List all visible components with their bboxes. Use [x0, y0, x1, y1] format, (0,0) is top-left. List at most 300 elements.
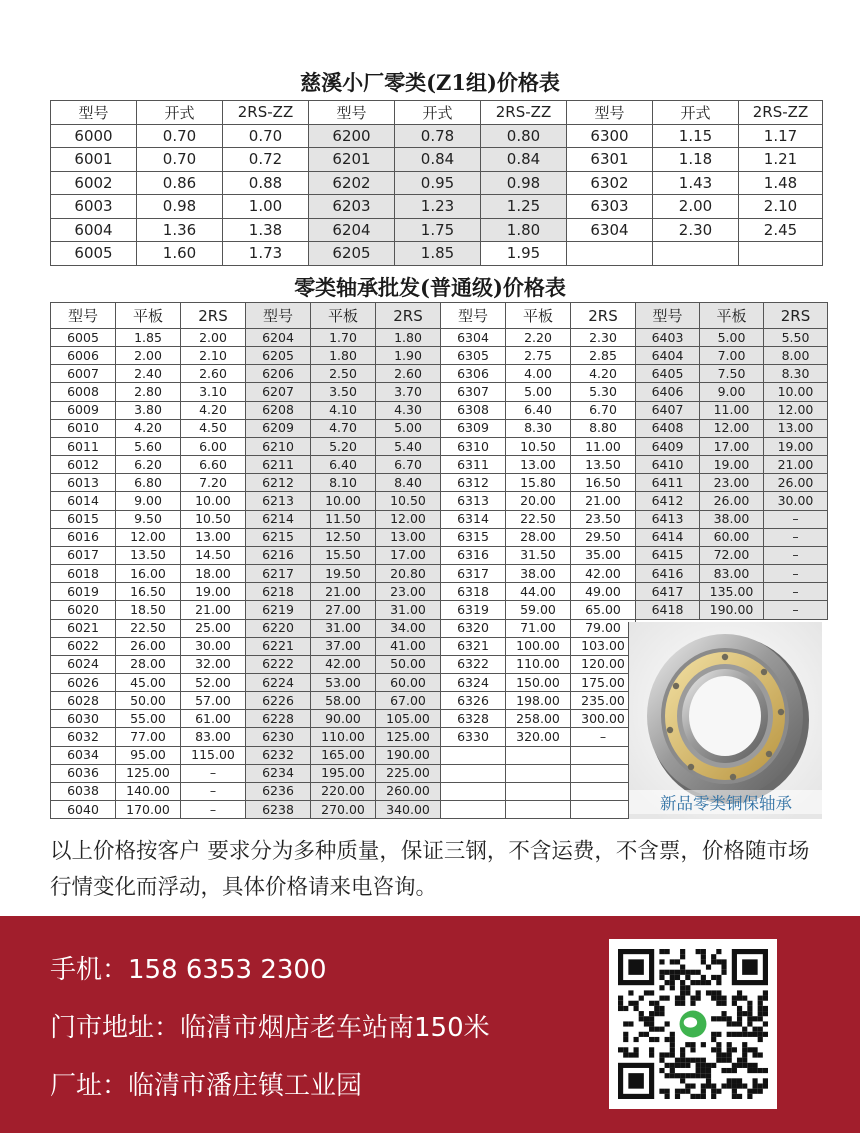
table-row — [51, 242, 823, 266]
table1-cell: 1.36 — [137, 218, 223, 242]
table2-cell: 18.00 — [181, 565, 246, 583]
table2-header-cell: 2RS — [571, 303, 636, 329]
table2-cell: 45.00 — [116, 673, 181, 691]
table2-cell — [441, 782, 506, 800]
table2-cell: 5.30 — [571, 383, 636, 401]
table2-cell: 6014 — [51, 492, 116, 510]
table2-cell: 5.00 — [376, 419, 441, 437]
table2-cell: 7.50 — [700, 365, 764, 383]
table2-cell: 6017 — [51, 546, 116, 564]
table2-cell: 6232 — [246, 746, 311, 764]
table2-cell: 2.75 — [506, 347, 571, 365]
table2-cell: 195.00 — [311, 764, 376, 782]
table2-cell: 6234 — [246, 764, 311, 782]
table2-cell: 77.00 — [116, 728, 181, 746]
table2-cell: 6.40 — [506, 401, 571, 419]
table2-cell: – — [764, 510, 828, 528]
table2-cell: 4.10 — [311, 401, 376, 419]
table2-cell: 67.00 — [376, 692, 441, 710]
table2-cell — [571, 782, 636, 800]
table2-cell: 20.00 — [506, 492, 571, 510]
table1-cell: 0.70 — [137, 124, 223, 148]
table2-cell: 30.00 — [181, 637, 246, 655]
table2-cell: 12.00 — [764, 401, 828, 419]
table2-cell: 19.00 — [700, 456, 764, 474]
table2-cell: 6010 — [51, 419, 116, 437]
table2-cell: 29.50 — [571, 528, 636, 546]
table2-cell: 72.00 — [700, 546, 764, 564]
table2-cell: 6204 — [246, 329, 311, 347]
table-row — [51, 195, 823, 219]
table2-cell: 6319 — [441, 601, 506, 619]
table1-title: 慈溪小厂零类(Z1组)价格表 — [300, 70, 560, 95]
table2-cell: 6.00 — [181, 437, 246, 455]
table2-cell: – — [764, 546, 828, 564]
table2-cell: 6213 — [246, 492, 311, 510]
table1-header-cell: 2RS-ZZ — [481, 101, 567, 125]
table2-cell: 6412 — [636, 492, 700, 510]
table2-cell: 6209 — [246, 419, 311, 437]
table-row — [51, 148, 823, 172]
table2-cell: 19.00 — [181, 583, 246, 601]
table2-header-cell: 平板 — [506, 303, 571, 329]
table2-cell: – — [764, 583, 828, 601]
table2-cell: 83.00 — [181, 728, 246, 746]
table2-cell: 5.60 — [116, 437, 181, 455]
table2-header-cell: 型号 — [51, 303, 116, 329]
table2-cell: 6308 — [441, 401, 506, 419]
table2-cell: 21.00 — [181, 601, 246, 619]
table2-cell: 6312 — [441, 474, 506, 492]
table2-cell: 9.50 — [116, 510, 181, 528]
table2-cell: 21.00 — [571, 492, 636, 510]
table2-header-cell: 平板 — [311, 303, 376, 329]
table2-header-cell: 2RS — [764, 303, 828, 329]
table2-cell: 6304 — [441, 329, 506, 347]
table2-cell: 6217 — [246, 565, 311, 583]
table1-cell: 6301 — [567, 148, 653, 172]
table2-cell: 21.00 — [311, 583, 376, 601]
table2-cell: 105.00 — [376, 710, 441, 728]
table2-cell: 6416 — [636, 565, 700, 583]
table2-cell: 6309 — [441, 419, 506, 437]
table1-cell: 6304 — [567, 218, 653, 242]
table2-cell: 6321 — [441, 637, 506, 655]
table2-cell: 6208 — [246, 401, 311, 419]
table2-cell: 150.00 — [506, 673, 571, 691]
table2-cell: 340.00 — [376, 801, 441, 819]
table2-cell: 6016 — [51, 528, 116, 546]
table1-cell: 0.84 — [481, 148, 567, 172]
table1-cell: 1.18 — [653, 148, 739, 172]
table1-cell: 1.15 — [653, 124, 739, 148]
table2-cell — [571, 801, 636, 819]
table2-cell: 95.00 — [116, 746, 181, 764]
table2-cell — [441, 746, 506, 764]
phone-number: 手机：158 6353 2300 — [50, 955, 327, 985]
table2-cell: 270.00 — [311, 801, 376, 819]
table2-cell: 6417 — [636, 583, 700, 601]
table2-cell: 15.50 — [311, 546, 376, 564]
table2-cell: 28.00 — [116, 655, 181, 673]
table2-cell: 12.00 — [376, 510, 441, 528]
table2-cell: 71.00 — [506, 619, 571, 637]
table-row — [51, 601, 828, 619]
table2-cell: 140.00 — [116, 782, 181, 800]
table2-cell: 6328 — [441, 710, 506, 728]
table2-cell: 38.00 — [506, 565, 571, 583]
table2-cell: 6228 — [246, 710, 311, 728]
table2-cell: 27.00 — [311, 601, 376, 619]
table2-cell: 6015 — [51, 510, 116, 528]
table2-cell: 6038 — [51, 782, 116, 800]
table2-cell: 6404 — [636, 347, 700, 365]
table2-cell: 41.00 — [376, 637, 441, 655]
table2-cell: 6306 — [441, 365, 506, 383]
table1-header-cell: 型号 — [309, 101, 395, 125]
table2-cell: 2.60 — [181, 365, 246, 383]
table2-header-cell: 平板 — [700, 303, 764, 329]
table2-cell: 6220 — [246, 619, 311, 637]
table2-cell: 10.50 — [376, 492, 441, 510]
table2-cell: 16.50 — [116, 583, 181, 601]
table2-cell: 13.50 — [571, 456, 636, 474]
table2-cell: 135.00 — [700, 583, 764, 601]
table2-cell: 14.50 — [181, 546, 246, 564]
table2-cell: 6409 — [636, 437, 700, 455]
table2-cell: 20.80 — [376, 565, 441, 583]
table1-header-cell: 2RS-ZZ — [739, 101, 823, 125]
table2-cell: 26.00 — [116, 637, 181, 655]
table2-cell: 6215 — [246, 528, 311, 546]
table2-cell: 7.20 — [181, 474, 246, 492]
table2-cell: 16.50 — [571, 474, 636, 492]
table2-cell: 2.40 — [116, 365, 181, 383]
table2-cell: 21.00 — [764, 456, 828, 474]
table2-cell: 3.70 — [376, 383, 441, 401]
table2-title: 零类轴承批发(普通级)价格表 — [294, 275, 566, 300]
table2-cell: 6013 — [51, 474, 116, 492]
table2-cell: 6415 — [636, 546, 700, 564]
table2-header-cell: 2RS — [376, 303, 441, 329]
table2-cell: 6316 — [441, 546, 506, 564]
table2-cell: 5.50 — [764, 329, 828, 347]
table2-cell: – — [181, 782, 246, 800]
table1-cell: 6004 — [51, 218, 137, 242]
table2-cell: 13.50 — [116, 546, 181, 564]
qr-code[interactable] — [609, 939, 777, 1109]
table2-cell: 2.20 — [506, 329, 571, 347]
table2-cell: 6330 — [441, 728, 506, 746]
table2-cell: 4.20 — [116, 419, 181, 437]
table2-cell: 6212 — [246, 474, 311, 492]
table-row — [51, 492, 828, 510]
table2-cell: 115.00 — [181, 746, 246, 764]
table2-cell: 19.50 — [311, 565, 376, 583]
table1-cell: 2.10 — [739, 195, 823, 219]
table2-cell: 6221 — [246, 637, 311, 655]
table1-cell: 1.73 — [223, 242, 309, 266]
table2-cell: 49.00 — [571, 583, 636, 601]
table2-cell: 12.00 — [700, 419, 764, 437]
table1-cell: 6302 — [567, 171, 653, 195]
table1-cell: 0.80 — [481, 124, 567, 148]
table2-cell: 31.00 — [311, 619, 376, 637]
table2-cell: 38.00 — [700, 510, 764, 528]
table2-cell — [441, 801, 506, 819]
table-row — [51, 510, 828, 528]
table1-cell: 0.70 — [223, 124, 309, 148]
table-row — [51, 347, 828, 365]
table1-cell: 0.78 — [395, 124, 481, 148]
table2-cell: 9.00 — [116, 492, 181, 510]
table2-cell: 2.00 — [181, 329, 246, 347]
table-row — [51, 528, 828, 546]
table2-cell: – — [764, 528, 828, 546]
table2-cell: 6324 — [441, 673, 506, 691]
table1-cell: 1.17 — [739, 124, 823, 148]
table2-cell: 18.50 — [116, 601, 181, 619]
table2-cell: 10.50 — [506, 437, 571, 455]
table1-cell: 6300 — [567, 124, 653, 148]
table2-cell: 25.00 — [181, 619, 246, 637]
table2-cell: 2.50 — [311, 365, 376, 383]
table1-cell: 1.38 — [223, 218, 309, 242]
table2-cell — [441, 764, 506, 782]
table2-cell: 59.00 — [506, 601, 571, 619]
table2-header-cell: 型号 — [246, 303, 311, 329]
table2-cell: 23.50 — [571, 510, 636, 528]
table2-cell: 260.00 — [376, 782, 441, 800]
table2-cell: 34.00 — [376, 619, 441, 637]
table2-cell: 6320 — [441, 619, 506, 637]
table2-cell: 8.00 — [764, 347, 828, 365]
table2-cell: 4.50 — [181, 419, 246, 437]
table1-cell: 1.23 — [395, 195, 481, 219]
table2-cell: 6012 — [51, 456, 116, 474]
table2-cell: 320.00 — [506, 728, 571, 746]
table-row — [51, 383, 828, 401]
table1-cell — [653, 242, 739, 266]
table-row — [51, 124, 823, 148]
table2-cell: 3.80 — [116, 401, 181, 419]
table2-cell: 52.00 — [181, 673, 246, 691]
table2-cell: 6009 — [51, 401, 116, 419]
table2-cell: 42.00 — [571, 565, 636, 583]
table2-cell: 6026 — [51, 673, 116, 691]
table2-cell: 6.70 — [376, 456, 441, 474]
table2-header-cell: 型号 — [441, 303, 506, 329]
table1-cell: 6303 — [567, 195, 653, 219]
table1-cell: 0.70 — [137, 148, 223, 172]
contact-footer — [0, 916, 860, 1133]
table2-cell: 42.00 — [311, 655, 376, 673]
table2-cell: 13.00 — [376, 528, 441, 546]
table2-cell: 31.00 — [376, 601, 441, 619]
table2-cell: 6214 — [246, 510, 311, 528]
table2-cell: 5.00 — [506, 383, 571, 401]
table2-cell: 1.90 — [376, 347, 441, 365]
table2-cell: 100.00 — [506, 637, 571, 655]
table2-cell: 6238 — [246, 801, 311, 819]
table1-cell: 1.85 — [395, 242, 481, 266]
table2-cell: 6230 — [246, 728, 311, 746]
table2-cell: 6408 — [636, 419, 700, 437]
table2-cell: 15.80 — [506, 474, 571, 492]
table2-cell: 6018 — [51, 565, 116, 583]
table2-cell: – — [181, 801, 246, 819]
table1-cell — [739, 242, 823, 266]
table2-cell: 6207 — [246, 383, 311, 401]
table2-cell: 23.00 — [700, 474, 764, 492]
table2-cell: 13.00 — [506, 456, 571, 474]
table2-cell: 6211 — [246, 456, 311, 474]
wechat-qr-icon — [618, 949, 768, 1099]
table2-cell: 22.50 — [506, 510, 571, 528]
table2-cell: 1.85 — [116, 329, 181, 347]
table1-cell: 2.45 — [739, 218, 823, 242]
table2-cell: 1.70 — [311, 329, 376, 347]
table2-cell: 2.60 — [376, 365, 441, 383]
table1-cell: 0.95 — [395, 171, 481, 195]
table2-cell: 6008 — [51, 383, 116, 401]
table1-cell: 6003 — [51, 195, 137, 219]
table2-cell: 2.30 — [571, 329, 636, 347]
table2-cell: 300.00 — [571, 710, 636, 728]
table2-cell: 13.00 — [181, 528, 246, 546]
table2-cell: 50.00 — [376, 655, 441, 673]
table1-cell: 6202 — [309, 171, 395, 195]
table2-cell: 6.40 — [311, 456, 376, 474]
table2-cell: 8.30 — [764, 365, 828, 383]
table2-cell: 12.00 — [116, 528, 181, 546]
table2-cell: 28.00 — [506, 528, 571, 546]
table2-cell: 6317 — [441, 565, 506, 583]
table1-cell: 0.84 — [395, 148, 481, 172]
table1-cell: 0.86 — [137, 171, 223, 195]
table2-cell: 4.20 — [181, 401, 246, 419]
table1-header-cell: 型号 — [567, 101, 653, 125]
table1-cell: 1.95 — [481, 242, 567, 266]
table2-cell: 83.00 — [700, 565, 764, 583]
table2-cell: 258.00 — [506, 710, 571, 728]
table2-cell: 3.10 — [181, 383, 246, 401]
table2-cell: 6.80 — [116, 474, 181, 492]
table2-cell: 8.80 — [571, 419, 636, 437]
table1-header-cell: 开式 — [395, 101, 481, 125]
table2-cell: 6414 — [636, 528, 700, 546]
table2-cell: 6.60 — [181, 456, 246, 474]
table1-cell: 1.00 — [223, 195, 309, 219]
table1-cell: 6000 — [51, 124, 137, 148]
table2-cell: 6418 — [636, 601, 700, 619]
table2-cell: 50.00 — [116, 692, 181, 710]
table2-cell: 6322 — [441, 655, 506, 673]
table2-cell: 10.50 — [181, 510, 246, 528]
table2-cell: 60.00 — [376, 673, 441, 691]
table2-cell: 6224 — [246, 673, 311, 691]
table2-cell: 16.00 — [116, 565, 181, 583]
table2-cell: 10.00 — [764, 383, 828, 401]
table-row — [51, 565, 828, 583]
table2-cell: 55.00 — [116, 710, 181, 728]
table1-cell: 1.48 — [739, 171, 823, 195]
table2-cell: 6206 — [246, 365, 311, 383]
table2-cell: 4.70 — [311, 419, 376, 437]
table2-cell: 6310 — [441, 437, 506, 455]
table2-cell: 17.00 — [376, 546, 441, 564]
table2-cell: 6318 — [441, 583, 506, 601]
table2-cell: 6028 — [51, 692, 116, 710]
table2-cell: 10.00 — [311, 492, 376, 510]
table2-cell: 6219 — [246, 601, 311, 619]
table2-cell: 6032 — [51, 728, 116, 746]
table1-cell: 1.21 — [739, 148, 823, 172]
table2-cell: 125.00 — [376, 728, 441, 746]
table2-cell: 1.80 — [311, 347, 376, 365]
table2-cell — [506, 746, 571, 764]
table2-cell: 6413 — [636, 510, 700, 528]
table1-cell: 1.75 — [395, 218, 481, 242]
table2-cell: 65.00 — [571, 601, 636, 619]
table2-cell: 8.30 — [506, 419, 571, 437]
table2-cell: 6307 — [441, 383, 506, 401]
table2-cell: 35.00 — [571, 546, 636, 564]
table-row — [51, 329, 828, 347]
table1-cell: 6002 — [51, 171, 137, 195]
table2-cell: 26.00 — [700, 492, 764, 510]
table1-cell: 6005 — [51, 242, 137, 266]
table2-cell: 44.00 — [506, 583, 571, 601]
table2-cell: 9.00 — [700, 383, 764, 401]
table2-header-cell: 平板 — [116, 303, 181, 329]
table2-cell: 6007 — [51, 365, 116, 383]
table1-cell: 0.72 — [223, 148, 309, 172]
z1-price-table — [50, 100, 823, 266]
table2-cell: 37.00 — [311, 637, 376, 655]
table2-cell: – — [764, 565, 828, 583]
factory-address: 厂址：临清市潘庄镇工业园 — [50, 1071, 363, 1101]
table-row — [51, 437, 828, 455]
table2-cell: 11.00 — [700, 401, 764, 419]
table2-cell: 30.00 — [764, 492, 828, 510]
table2-cell: 79.00 — [571, 619, 636, 637]
table-row — [51, 401, 828, 419]
table2-cell: 1.80 — [376, 329, 441, 347]
table2-cell: 125.00 — [116, 764, 181, 782]
table-row — [51, 474, 828, 492]
table2-cell: 103.00 — [571, 637, 636, 655]
table2-cell: 120.00 — [571, 655, 636, 673]
table2-cell: 6222 — [246, 655, 311, 673]
table1-header-cell: 开式 — [653, 101, 739, 125]
table2-cell: 58.00 — [311, 692, 376, 710]
table1-cell: 6201 — [309, 148, 395, 172]
table1-cell: 6205 — [309, 242, 395, 266]
table1-cell: 6203 — [309, 195, 395, 219]
table2-cell: 5.40 — [376, 437, 441, 455]
table2-cell: 6040 — [51, 801, 116, 819]
table2-cell: 11.00 — [571, 437, 636, 455]
table2-cell: 190.00 — [376, 746, 441, 764]
table2-cell: 6.20 — [116, 456, 181, 474]
table2-cell — [571, 764, 636, 782]
table2-cell: 31.50 — [506, 546, 571, 564]
table2-cell: 57.00 — [181, 692, 246, 710]
table1-cell: 1.25 — [481, 195, 567, 219]
table2-cell: 6034 — [51, 746, 116, 764]
table1-cell: 0.98 — [481, 171, 567, 195]
